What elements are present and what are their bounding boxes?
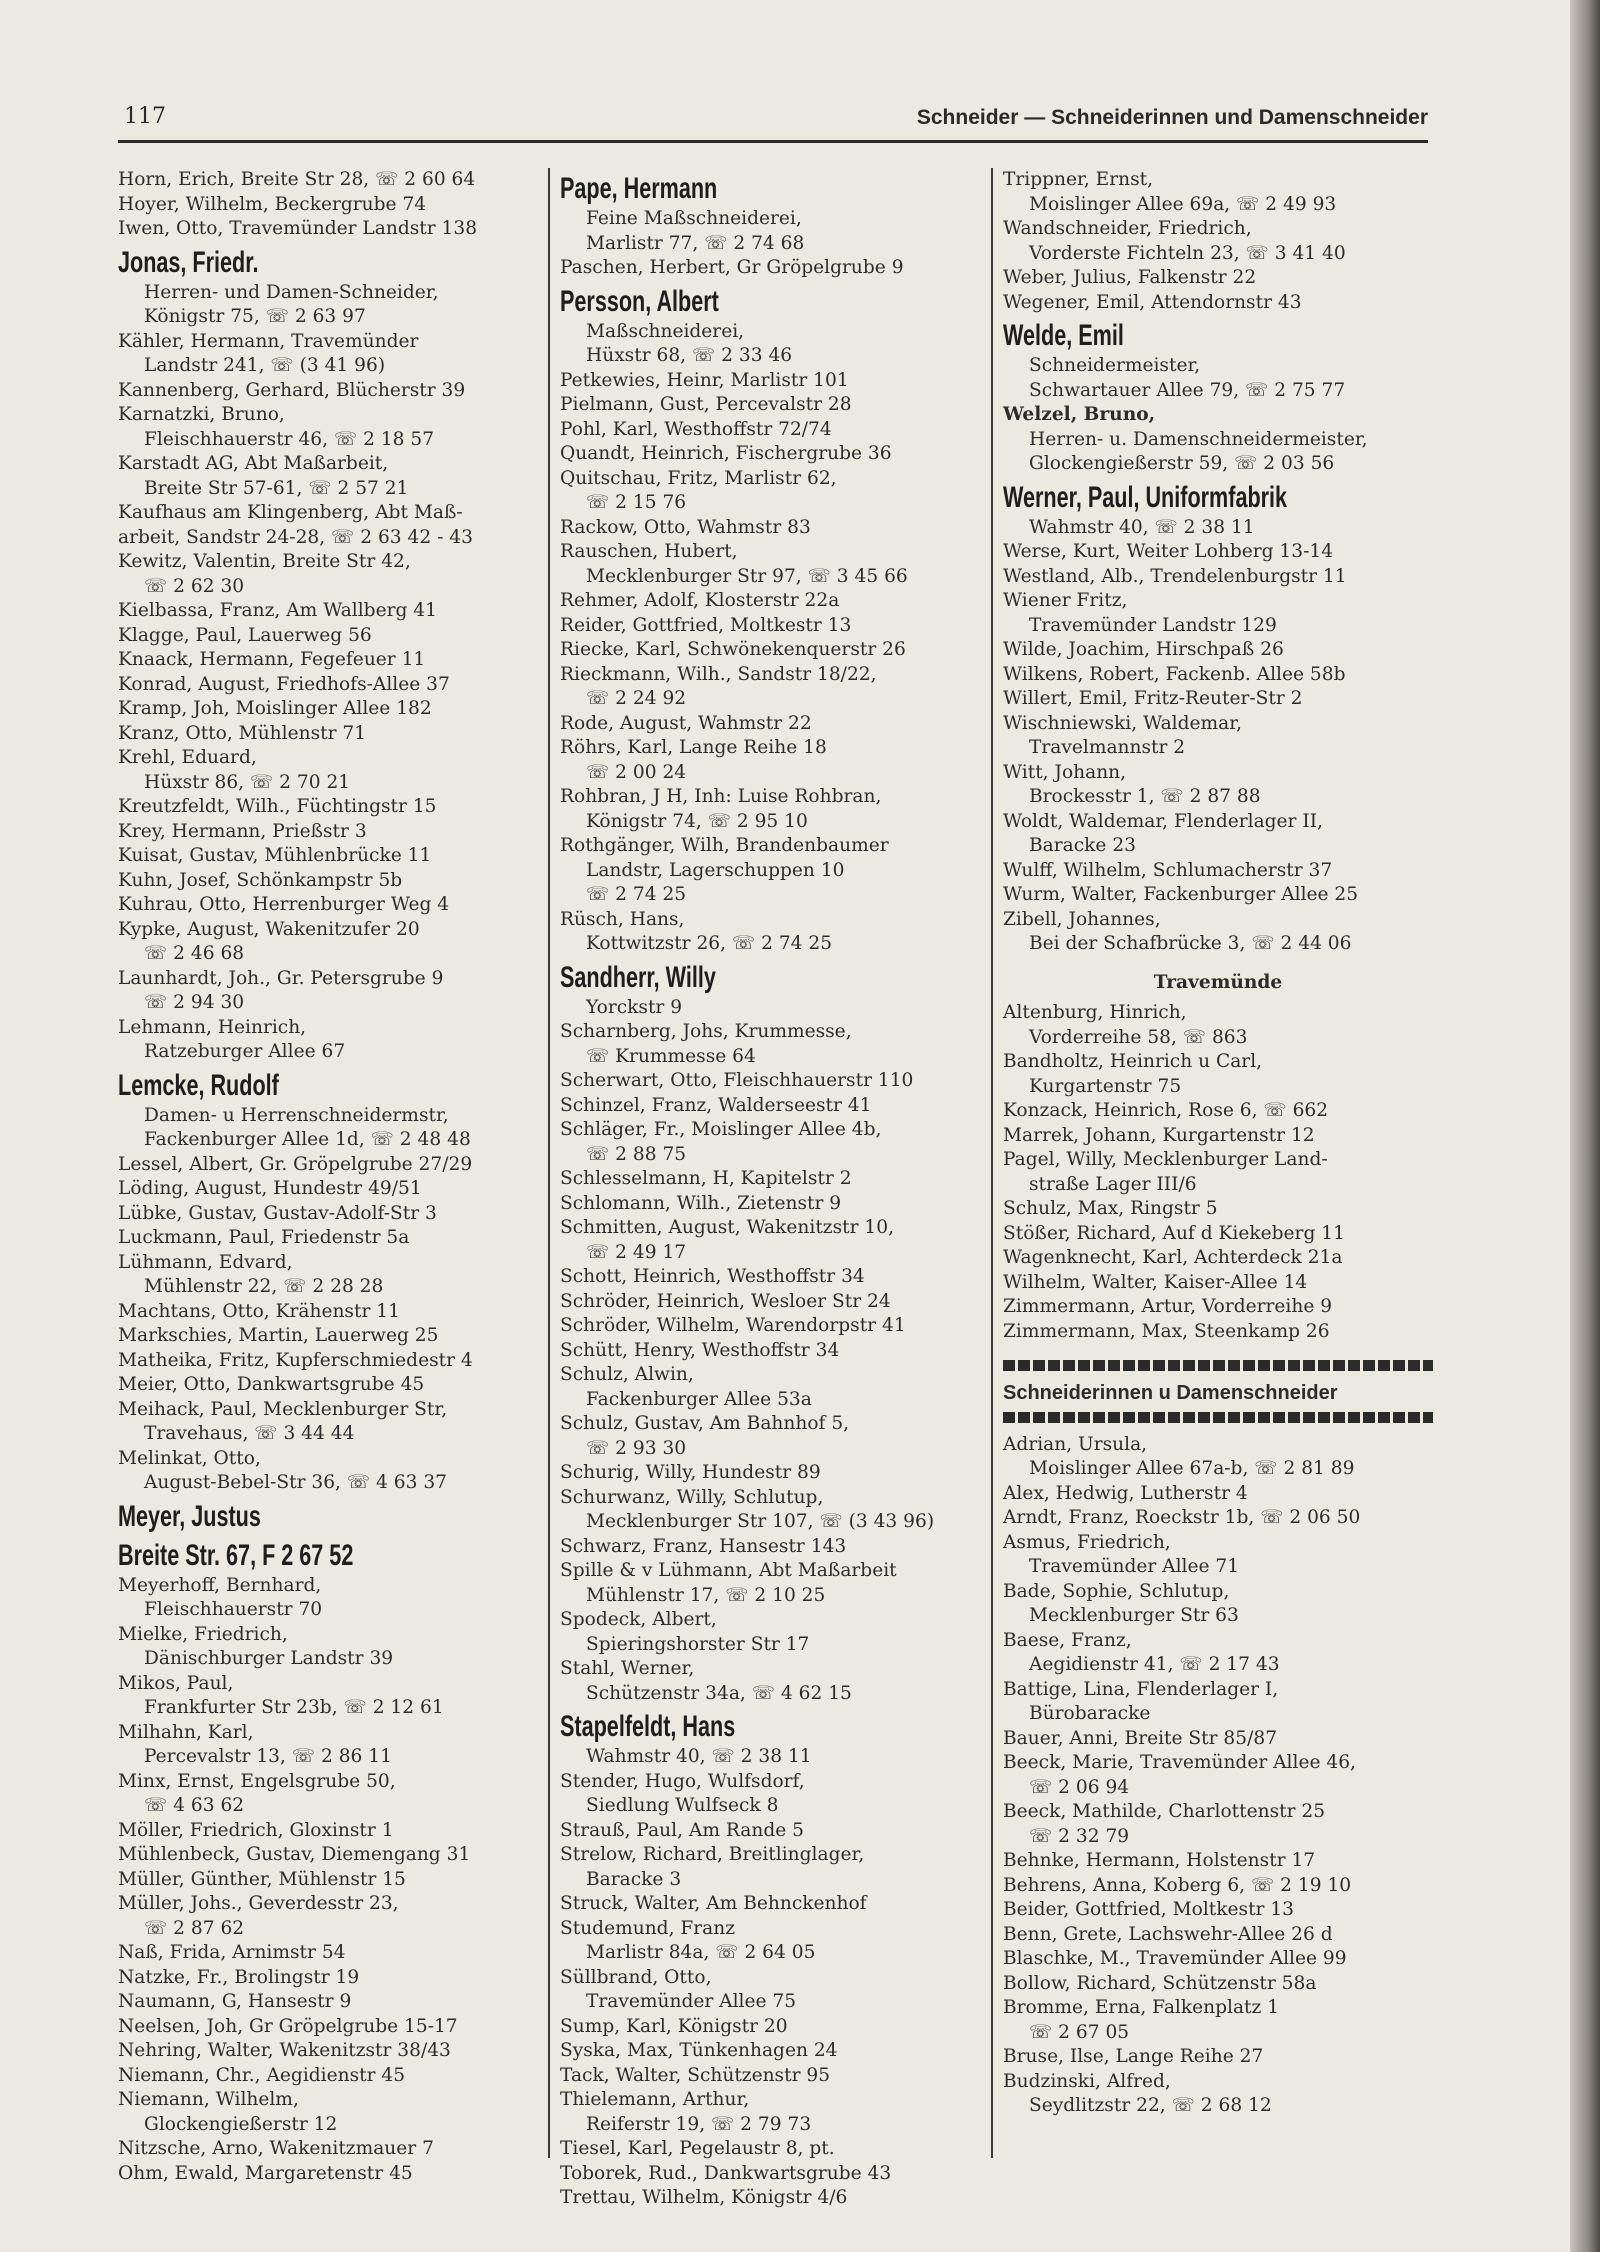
entry-line: Trettau, Wilhelm, Königstr 4/6 — [560, 2187, 848, 2208]
advert-name: Sandherr, Willy — [560, 960, 716, 994]
entry-line: Beeck, Marie, Travemünder Allee 46, — [1003, 1752, 1356, 1773]
entry-line: Behrens, Anna, Koberg 6, ☏ 2 19 10 — [1003, 1874, 1352, 1896]
entry-continuation: Kurgartenstr 75 — [1029, 1075, 1182, 1097]
entry-line: Pagel, Willy, Mecklenburger Land- — [1003, 1149, 1328, 1170]
entry-line: Woldt, Waldemar, Flenderlager II, — [1003, 810, 1323, 832]
entry-line: Kaufhaus am Klingenberg, Abt Maß- — [118, 502, 463, 523]
entry-line: Rode, August, Wahmstr 22 — [560, 712, 812, 734]
section-heading: Schneiderinnen u Damenschneider — [1003, 1382, 1338, 1404]
entry-line: Schlomann, Wilh., Zietenstr 9 — [560, 1192, 842, 1214]
entry-continuation: ☏ 2 15 76 — [586, 492, 687, 513]
entry-line: Stößer, Richard, Auf d Kiekeberg 11 — [1003, 1222, 1345, 1244]
entry-line: Wischniewski, Waldemar, — [1003, 712, 1242, 734]
entry-line: Konrad, August, Friedhofs-Allee 37 — [118, 673, 450, 695]
entry-line: Strauß, Paul, Am Rande 5 — [560, 1819, 805, 1841]
entry-continuation: Schwartauer Allee 79, ☏ 2 75 77 — [1029, 379, 1346, 401]
book-binding-edge — [1570, 0, 1600, 2252]
entry-continuation: Reiferstr 19, ☏ 2 79 73 — [586, 2113, 812, 2135]
entry-line: Mielke, Friedrich, — [118, 1623, 288, 1645]
entry-line: Trippner, Ernst, — [1003, 169, 1154, 190]
entry-continuation: Siedlung Wulfseck 8 — [586, 1795, 779, 1816]
entry-line: Kielbassa, Franz, Am Wallberg 41 — [118, 600, 437, 621]
entry-line: Schott, Heinrich, Westhoffstr 34 — [560, 1266, 865, 1287]
entry-line: Rauschen, Hubert, — [560, 541, 738, 562]
entry-continuation: Moislinger Allee 69a, ☏ 2 49 93 — [1029, 193, 1337, 215]
entry-continuation: Schneidermeister, — [1029, 355, 1201, 376]
decorative-band — [1003, 1412, 1433, 1423]
entry-line: Bromme, Erna, Falkenplatz 1 — [1003, 1997, 1280, 2018]
entry-line: Thielemann, Arthur, — [560, 2089, 750, 2110]
entry-line: Rüsch, Hans, — [560, 908, 685, 930]
entry-line: Schlesselmann, H, Kapitelstr 2 — [560, 1168, 852, 1189]
entry-line: Kypke, August, Wakenitzufer 20 — [118, 918, 420, 940]
entry-line: Knaack, Hermann, Fegefeuer 11 — [118, 649, 426, 670]
entry-line: Kuhn, Josef, Schönkampstr 5b — [118, 869, 403, 891]
entry-line: Arndt, Franz, Roeckstr 1b, ☏ 2 06 50 — [1003, 1507, 1361, 1528]
spacer — [1003, 1344, 1433, 1354]
entry-line: Petkewies, Heinr, Marlistr 101 — [560, 369, 849, 391]
entry-continuation: Travelmannstr 2 — [1029, 737, 1186, 758]
entry-continuation: Schützenstr 34a, ☏ 4 62 15 — [586, 1682, 852, 1704]
entry-line: Lübke, Gustav, Gustav-Adolf-Str 3 — [118, 1202, 437, 1224]
entry-line: Wilhelm, Walter, Kaiser-Allee 14 — [1003, 1271, 1308, 1293]
entry-continuation: Glockengießerstr 12 — [144, 2113, 338, 2135]
entry-line: Nitzsche, Arno, Wakenitzmauer 7 — [118, 2138, 434, 2159]
entry-line: Schröder, Heinrich, Wesloer Str 24 — [560, 1290, 891, 1312]
entry-line: Niemann, Chr., Aegidienstr 45 — [118, 2064, 406, 2086]
entry-continuation: straße Lager III/6 — [1029, 1173, 1197, 1195]
entry-line: Bade, Sophie, Schlutup, — [1003, 1580, 1230, 1602]
entry-continuation: ☏ 2 93 30 — [586, 1437, 687, 1459]
entry-continuation: Breite Str 57-61, ☏ 2 57 21 — [144, 477, 409, 499]
entry-line: Naß, Frida, Arnimstr 54 — [118, 1942, 346, 1963]
entry-line: Kramp, Joh, Moislinger Allee 182 — [118, 698, 432, 719]
entry-line: Luckmann, Paul, Friedenstr 5a — [118, 1227, 410, 1248]
entry-line: Kewitz, Valentin, Breite Str 42, — [118, 551, 411, 572]
column-2 — [560, 168, 980, 2211]
entry-line: Stender, Hugo, Wulfsdorf, — [560, 1770, 805, 1792]
entry-continuation: Maßschneiderei, — [586, 320, 745, 342]
entry-line: Melinkat, Otto, — [118, 1447, 261, 1469]
entry-continuation: Herren- u. Damenschneidermeister, — [1029, 428, 1368, 450]
entry-line: Riecke, Karl, Schwönekenquerstr 26 — [560, 639, 906, 660]
entry-line: Rehmer, Adolf, Klosterstr 22a — [560, 590, 840, 611]
entry-continuation: Seydlitzstr 22, ☏ 2 68 12 — [1029, 2095, 1272, 2116]
entry-line: Zimmermann, Max, Steenkamp 26 — [1003, 1320, 1330, 1342]
entry-continuation: Percevalstr 13, ☏ 2 86 11 — [144, 1746, 392, 1767]
entry-line: Struck, Walter, Am Behnckenhof — [560, 1893, 867, 1914]
entry-line: Krey, Hermann, Prießstr 3 — [118, 820, 367, 842]
entry-line: Pielmann, Gust, Percevalstr 28 — [560, 394, 852, 415]
advert-name: Welde, Emil — [1003, 319, 1124, 352]
entry-continuation: Mühlenstr 17, ☏ 2 10 25 — [586, 1584, 826, 1606]
entry-line: Asmus, Friedrich, — [1003, 1531, 1171, 1553]
entry-continuation: Vorderreihe 58, ☏ 863 — [1029, 1026, 1248, 1048]
entry-line: Sump, Karl, Königstr 20 — [560, 2015, 788, 2037]
entry-continuation: Travemünder Allee 75 — [586, 1991, 797, 2012]
entry-continuation: Hüxstr 68, ☏ 2 33 46 — [586, 345, 793, 366]
entry-continuation: Marlistr 84a, ☏ 2 64 05 — [586, 1942, 816, 1963]
entry-line: Mühlenbeck, Gustav, Diemengang 31 — [118, 1844, 471, 1865]
entry-continuation: ☏ 2 00 24 — [586, 761, 687, 783]
entry-line: Benn, Grete, Lachswehr-Allee 26 d — [1003, 1923, 1333, 1945]
entry-line: Wagenknecht, Karl, Achterdeck 21a — [1003, 1247, 1343, 1268]
entry-continuation: Fackenburger Allee 53a — [586, 1388, 812, 1410]
entry-continuation: Landstr, Lagerschuppen 10 — [586, 859, 845, 881]
advert-name: Werner, Paul, Uniformfabrik — [1003, 480, 1288, 514]
entry-continuation: Mecklenburger Str 63 — [1029, 1605, 1239, 1626]
column-divider — [991, 168, 993, 2158]
entry-continuation: Vorderste Fichteln 23, ☏ 3 41 40 — [1029, 242, 1346, 264]
entry-line: Behnke, Hermann, Holstenstr 17 — [1003, 1850, 1316, 1871]
entry-line: Kähler, Hermann, Travemünder — [118, 330, 419, 352]
entry-line: Beeck, Mathilde, Charlottenstr 25 — [1003, 1801, 1326, 1822]
entry-line: Zimmermann, Artur, Vorderreihe 9 — [1003, 1296, 1333, 1317]
entry-line: Meyerhoff, Bernhard, — [118, 1574, 322, 1596]
entry-line: Marrek, Johann, Kurgartenstr 12 — [1003, 1124, 1315, 1146]
entry-line: Löding, August, Hundestr 49/51 — [118, 1178, 422, 1199]
entry-line: Wurm, Walter, Fackenburger Allee 25 — [1003, 884, 1359, 905]
entry-line: Nehring, Walter, Wakenitzstr 38/43 — [118, 2040, 451, 2061]
entry-line: Budzinski, Alfred, — [1003, 2070, 1171, 2092]
entry-continuation: Landstr 241, ☏ (3 41 96) — [144, 355, 386, 376]
entry-line: Schinzel, Franz, Walderseestr 41 — [560, 1094, 872, 1116]
entry-continuation: ☏ 2 32 79 — [1029, 1825, 1130, 1847]
entry-line: Rothgänger, Wilh, Brandenbaumer — [560, 835, 889, 856]
entry-line: Niemann, Wilhelm, — [118, 2089, 299, 2110]
entry-line: Müller, Günther, Mühlenstr 15 — [118, 1868, 406, 1890]
entry-line: Bruse, Ilse, Lange Reihe 27 — [1003, 2046, 1264, 2067]
entry-line: Möller, Friedrich, Gloxinstr 1 — [118, 1819, 394, 1841]
entry-line: Battige, Lina, Flenderlager I, — [1003, 1678, 1279, 1700]
entry-line: Krehl, Eduard, — [118, 747, 257, 768]
entry-line: Baese, Franz, — [1003, 1629, 1132, 1651]
entry-line: Werse, Kurt, Weiter Lohberg 13-14 — [1003, 541, 1334, 562]
section-heading: Travemünde — [1153, 971, 1283, 993]
entry-continuation: Königstr 75, ☏ 2 63 97 — [144, 306, 366, 327]
entry-line: Schulz, Alwin, — [560, 1364, 694, 1385]
entry-continuation: ☏ 2 88 75 — [586, 1143, 687, 1165]
entry-line: Machtans, Otto, Krähenstr 11 — [118, 1300, 400, 1322]
entry-line: Schläger, Fr., Moislinger Allee 4b, — [560, 1119, 882, 1140]
entry-line: Rieckmann, Wilh., Sandstr 18/22, — [560, 663, 877, 685]
entry-continuation: ☏ 2 46 68 — [144, 943, 245, 964]
entry-line: Minx, Ernst, Engelsgrube 50, — [118, 1770, 396, 1792]
entry-continuation: Fackenburger Allee 1d, ☏ 2 48 48 — [144, 1129, 471, 1150]
advert-name: Lemcke, Rudolf — [118, 1068, 279, 1102]
entry-line: Schulz, Gustav, Am Bahnhof 5, — [560, 1413, 850, 1434]
advert-name: Jonas, Friedr. — [118, 245, 259, 279]
entry-continuation: Ratzeburger Allee 67 — [144, 1041, 346, 1062]
entry-line: Neelsen, Joh, Gr Gröpelgrube 15-17 — [118, 2015, 458, 2037]
entry-continuation: Damen- u Herrenschneidermstr, — [144, 1104, 449, 1126]
entry-line: Müller, Johs., Geverdesstr 23, — [118, 1893, 399, 1914]
advert-name: Persson, Albert — [560, 284, 719, 318]
entry-line: Scherwart, Otto, Fleischhauerstr 110 — [560, 1070, 914, 1091]
entry-continuation: Feine Maßschneiderei, — [586, 208, 802, 229]
entry-continuation: Königstr 74, ☏ 2 95 10 — [586, 810, 808, 832]
entry-continuation: August-Bebel-Str 36, ☏ 4 63 37 — [144, 1472, 448, 1493]
entry-line: Quitschau, Fritz, Marlistr 62, — [560, 467, 837, 489]
entry-continuation: Mecklenburger Str 97, ☏ 3 45 66 — [586, 565, 908, 587]
entry-line: Ohm, Ewald, Margaretenstr 45 — [118, 2162, 413, 2184]
entry-line: Beider, Gottfried, Moltkestr 13 — [1003, 1899, 1295, 1920]
entry-continuation: Mühlenstr 22, ☏ 2 28 28 — [144, 1276, 384, 1297]
entry-line: arbeit, Sandstr 24-28, ☏ 2 63 42 - 43 — [118, 526, 473, 548]
entry-continuation: Baracke 3 — [586, 1868, 682, 1890]
entry-line: Schütt, Henry, Westhoffstr 34 — [560, 1339, 840, 1361]
entry-continuation: ☏ 2 49 17 — [586, 1241, 687, 1263]
entry-line: Lühmann, Edvard, — [118, 1251, 293, 1273]
entry-continuation: ☏ 2 67 05 — [1029, 2021, 1130, 2043]
entry-line: Spille & v Lühmann, Abt Maßarbeit — [560, 1560, 897, 1581]
entry-continuation: Moislinger Allee 67a-b, ☏ 2 81 89 — [1029, 1458, 1355, 1479]
entry-line: Klagge, Paul, Lauerweg 56 — [118, 624, 372, 646]
entry-line: Meihack, Paul, Mecklenburger Str, — [118, 1398, 448, 1420]
entry-continuation: Travehaus, ☏ 3 44 44 — [144, 1423, 355, 1444]
advert-name: Meyer, Justus — [118, 1499, 261, 1533]
entry-line: Witt, Johann, — [1003, 761, 1127, 783]
entry-continuation: Spieringshorster Str 17 — [586, 1633, 810, 1655]
decorative-band — [1003, 1360, 1433, 1371]
entry-continuation: Dänischburger Landstr 39 — [144, 1648, 394, 1669]
entry-line: Schwarz, Franz, Hansestr 143 — [560, 1535, 847, 1557]
entry-continuation: ☏ 2 24 92 — [586, 688, 687, 709]
entry-line: Schurwanz, Willy, Schlutup, — [560, 1486, 824, 1508]
entry-line: Zibell, Johannes, — [1003, 908, 1161, 930]
entry-continuation: Aegidienstr 41, ☏ 2 17 43 — [1029, 1654, 1280, 1675]
entry-continuation: Wahmstr 40, ☏ 2 38 11 — [1029, 516, 1255, 538]
entry-line: Wiener Fritz, — [1003, 590, 1128, 611]
entry-line: Wandschneider, Friedrich, — [1003, 218, 1252, 239]
entry-continuation: ☏ 2 74 25 — [586, 884, 687, 905]
entry-line: Bollow, Richard, Schützenstr 58a — [1003, 1972, 1317, 1994]
entry-line: Tiesel, Karl, Pegelaustr 8, pt. — [560, 2138, 835, 2159]
entry-line: Kuisat, Gustav, Mühlenbrücke 11 — [118, 845, 432, 866]
entry-line: Paschen, Herbert, Gr Gröpelgrube 9 — [560, 257, 904, 278]
entry-continuation: ☏ 4 63 62 — [144, 1795, 245, 1816]
entry-line: Westland, Alb., Trendelenburgstr 11 — [1003, 565, 1347, 587]
advert-name: Pape, Hermann — [560, 172, 718, 205]
entry-continuation: Travemünder Landstr 129 — [1029, 614, 1277, 636]
entry-continuation: ☏ 2 06 94 — [1029, 1776, 1130, 1798]
entry-continuation: Glockengießerstr 59, ☏ 2 03 56 — [1029, 453, 1335, 474]
entry-name-bold: Welzel, Bruno, — [1003, 404, 1156, 425]
entry-line: Alex, Hedwig, Lutherstr 4 — [1003, 1482, 1248, 1504]
entry-line: Altenburg, Hinrich, — [1003, 1002, 1187, 1023]
entry-line: Adrian, Ursula, — [1003, 1433, 1148, 1455]
entry-line: Naumann, G, Hansestr 9 — [118, 1991, 352, 2012]
entry-line: Karnatzki, Bruno, — [118, 404, 285, 425]
entry-line: Tack, Walter, Schützenstr 95 — [560, 2064, 831, 2086]
entry-line: Lehmann, Heinrich, — [118, 1016, 307, 1038]
entry-continuation: Mecklenburger Str 107, ☏ (3 43 96) — [586, 1511, 935, 1532]
entry-line: Scharnberg, Johs, Krummesse, — [560, 1021, 852, 1042]
entry-line: Hoyer, Wilhelm, Beckergrube 74 — [118, 193, 427, 215]
entry-line: Kreutzfeldt, Wilh., Füchtingstr 15 — [118, 796, 437, 817]
entry-line: Kannenberg, Gerhard, Blücherstr 39 — [118, 379, 466, 401]
entry-line: Wulff, Wilhelm, Schlumacherstr 37 — [1003, 859, 1333, 881]
entry-line: Mikos, Paul, — [118, 1672, 234, 1694]
entry-line: Matheika, Fritz, Kupferschmiedestr 4 — [118, 1349, 473, 1371]
entry-line: Schulz, Max, Ringstr 5 — [1003, 1198, 1218, 1219]
entry-continuation: Bei der Schafbrücke 3, ☏ 2 44 06 — [1029, 933, 1352, 954]
running-title: Schneider — Schneiderinnen und Damenschneider — [916, 106, 1428, 129]
entry-continuation: Frankfurter Str 23b, ☏ 2 12 61 — [144, 1697, 444, 1718]
entry-line: Meier, Otto, Dankwartsgrube 45 — [118, 1374, 425, 1395]
entry-line: Markschies, Martin, Lauerweg 25 — [118, 1325, 439, 1346]
entry-continuation: Fleischhauerstr 70 — [144, 1599, 323, 1620]
entry-continuation: ☏ Krummesse 64 — [586, 1045, 756, 1067]
entry-line: Horn, Erich, Breite Str 28, ☏ 2 60 64 — [118, 169, 476, 190]
entry-line: Wilde, Joachim, Hirschpaß 26 — [1003, 639, 1284, 660]
entry-continuation: Fleischhauerstr 46, ☏ 2 18 57 — [144, 428, 435, 450]
entry-line: Süllbrand, Otto, — [560, 1966, 712, 1988]
entry-line: Lessel, Albert, Gr. Gröpelgrube 27/29 — [118, 1153, 473, 1175]
entry-continuation: Travemünder Allee 71 — [1029, 1556, 1240, 1577]
entry-continuation: ☏ 2 62 30 — [144, 575, 245, 597]
entry-continuation: Baracke 23 — [1029, 835, 1136, 856]
entry-line: Pohl, Karl, Westhoffstr 72/74 — [560, 418, 832, 440]
entry-line: Studemund, Franz — [560, 1917, 736, 1939]
entry-line: Launhardt, Joh., Gr. Petersgrube 9 — [118, 967, 444, 989]
entry-line: Schmitten, August, Wakenitzstr 10, — [560, 1217, 894, 1238]
column-divider — [548, 168, 550, 2158]
entry-line: Reider, Gottfried, Moltkestr 13 — [560, 614, 852, 636]
header-rule — [118, 140, 1428, 143]
entry-line: Rackow, Otto, Wahmstr 83 — [560, 516, 811, 538]
entry-line: Toborek, Rud., Dankwartsgrube 43 — [560, 2162, 892, 2184]
page-header — [118, 104, 1428, 138]
entry-continuation: Bürobaracke — [1029, 1703, 1151, 1724]
entry-line: Natzke, Fr., Brolingstr 19 — [118, 1966, 360, 1988]
entry-line: Rohbran, J H, Inh: Luise Rohbran, — [560, 786, 882, 807]
entry-continuation: Yorckstr 9 — [586, 996, 683, 1018]
entry-continuation: Wahmstr 40, ☏ 2 38 11 — [586, 1746, 812, 1767]
entry-line: Karstadt AG, Abt Maßarbeit, — [118, 453, 389, 474]
entry-line: Willert, Emil, Fritz-Reuter-Str 2 — [1003, 688, 1303, 709]
entry-line: Bandholtz, Heinrich u Carl, — [1003, 1051, 1263, 1072]
entry-line: Schröder, Wilhelm, Warendorpstr 41 — [560, 1315, 906, 1336]
entry-line: Milhahn, Karl, — [118, 1721, 254, 1743]
entry-line: Schurig, Willy, Hundestr 89 — [560, 1462, 821, 1483]
entry-continuation: ☏ 2 87 62 — [144, 1917, 245, 1939]
entry-line: Weber, Julius, Falkenstr 22 — [1003, 267, 1257, 288]
column-1 — [118, 168, 538, 2186]
entry-line: Blaschke, M., Travemünder Allee 99 — [1003, 1948, 1347, 1969]
entry-line: Stahl, Werner, — [560, 1658, 695, 1679]
entry-line: Wegener, Emil, Attendornstr 43 — [1003, 291, 1302, 313]
entry-line: Spodeck, Albert, — [560, 1609, 717, 1630]
entry-continuation: Marlistr 77, ☏ 2 74 68 — [586, 232, 805, 254]
entry-continuation: Herren- und Damen-Schneider, — [144, 281, 439, 303]
advert-name: Breite Str. 67, F 2 67 52 — [118, 1538, 354, 1572]
page-number: 117 — [124, 104, 166, 129]
entry-continuation: Brockesstr 1, ☏ 2 87 88 — [1029, 786, 1261, 807]
entry-line: Iwen, Otto, Travemünder Landstr 138 — [118, 218, 478, 239]
entry-line: Strelow, Richard, Breitlinglager, — [560, 1844, 865, 1865]
entry-continuation: ☏ 2 94 30 — [144, 992, 245, 1013]
advert-name: Stapelfeldt, Hans — [560, 1710, 736, 1743]
entry-continuation: Kottwitzstr 26, ☏ 2 74 25 — [586, 933, 833, 954]
entry-line: Kranz, Otto, Mühlenstr 71 — [118, 722, 367, 744]
entry-continuation: Hüxstr 86, ☏ 2 70 21 — [144, 771, 351, 793]
entry-line: Syska, Max, Tünkenhagen 24 — [560, 2040, 838, 2061]
entry-line: Kuhrau, Otto, Herrenburger Weg 4 — [118, 894, 450, 915]
entry-line: Röhrs, Karl, Lange Reihe 18 — [560, 737, 827, 758]
entry-line: Quandt, Heinrich, Fischergrube 36 — [560, 443, 892, 464]
column-3 — [1003, 168, 1433, 2119]
entry-line: Bauer, Anni, Breite Str 85/87 — [1003, 1727, 1278, 1749]
entry-line: Wilkens, Robert, Fackenb. Allee 58b — [1003, 663, 1346, 685]
entry-line: Konzack, Heinrich, Rose 6, ☏ 662 — [1003, 1100, 1329, 1121]
